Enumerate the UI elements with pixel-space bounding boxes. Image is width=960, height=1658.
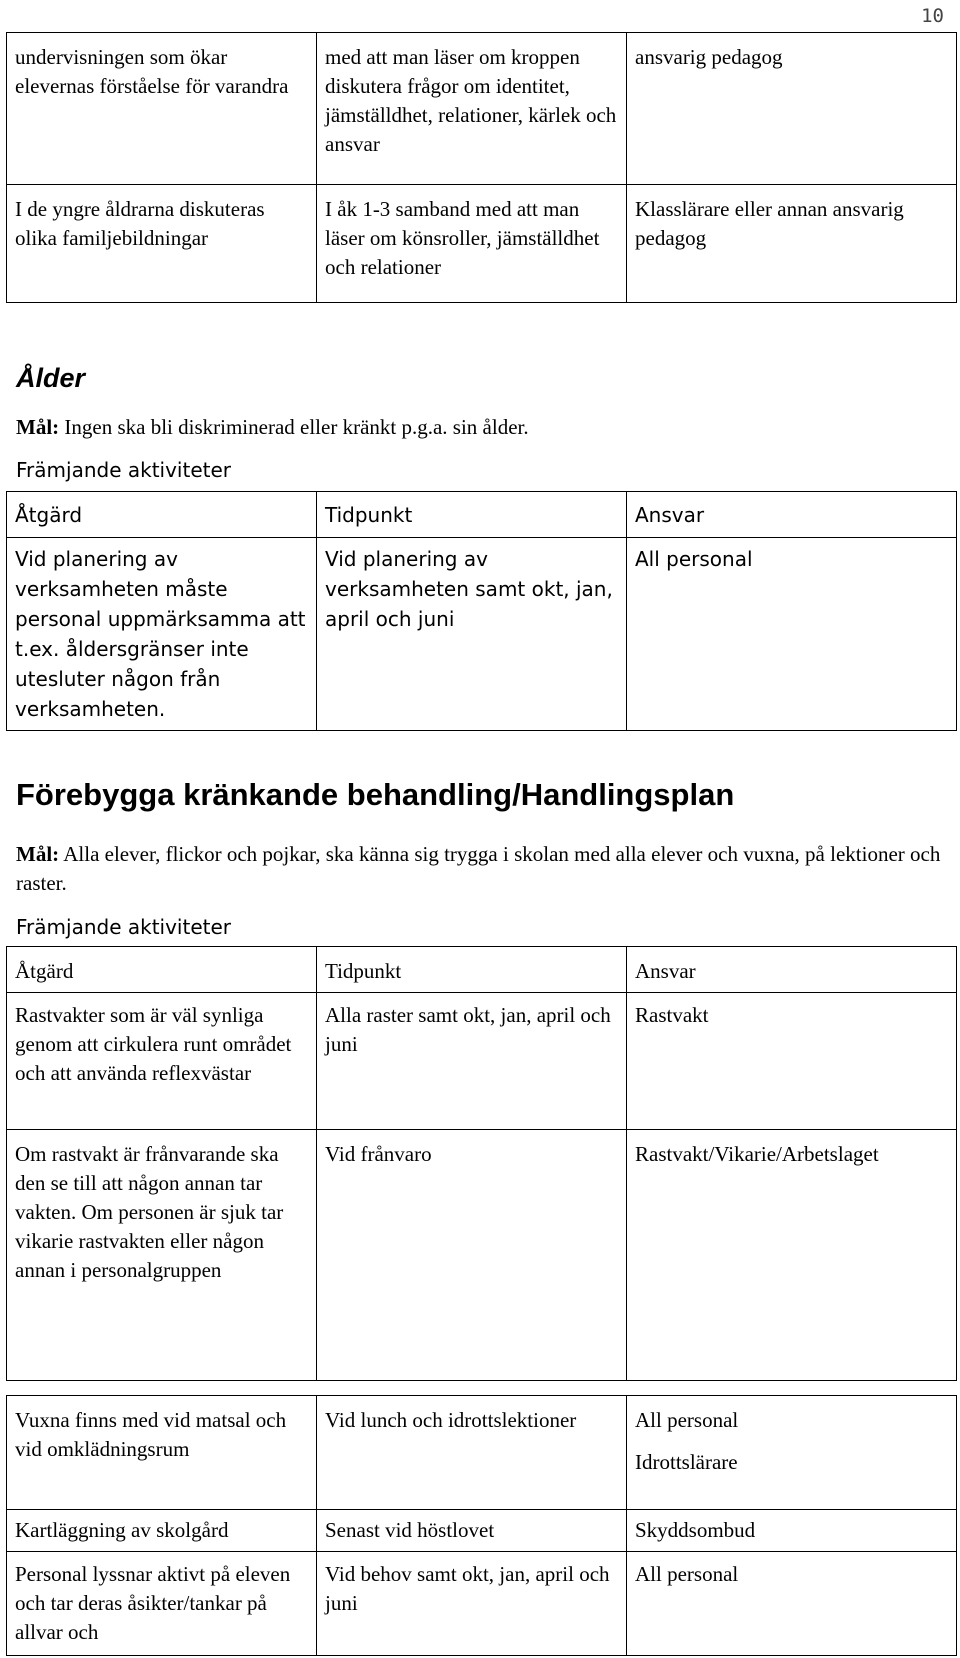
table-cell: Senast vid höstlovet bbox=[317, 1510, 627, 1552]
table-row bbox=[7, 1396, 957, 1510]
table-cell: med att man läser om kroppen diskutera frågor om identitet, jämställdhet, relationer, kärlek och ansvar bbox=[317, 33, 627, 185]
page-number: 10 bbox=[921, 5, 944, 27]
section-heading-age: Ålder bbox=[16, 363, 86, 393]
table-row bbox=[7, 1510, 957, 1552]
table-row bbox=[7, 185, 957, 303]
table-cell: Rastvakt/Vikarie/Arbetslaget bbox=[627, 1130, 957, 1381]
prevent-table-continued bbox=[6, 1395, 957, 1656]
table-cell: Vid behov samt okt, jan, april och juni bbox=[317, 1552, 627, 1656]
table-row bbox=[7, 33, 957, 185]
column-header: Ansvar bbox=[627, 947, 957, 993]
table-row bbox=[7, 993, 957, 1130]
table-cell: Klasslärare eller annan ansvarig pedagog bbox=[627, 185, 957, 303]
table-cell: ansvarig pedagog bbox=[627, 33, 957, 185]
table-cell: All personal bbox=[627, 1552, 957, 1656]
table-cell: I de yngre åldrarna diskuteras olika familjebildningar bbox=[7, 185, 317, 303]
table-cell: Kartläggning av skolgård bbox=[7, 1510, 317, 1552]
table-row bbox=[7, 1552, 957, 1656]
table-cell: Rastvakt bbox=[627, 993, 957, 1130]
responsible-line: All personal bbox=[635, 1408, 739, 1432]
table-cell: undervisningen som ökar elevernas förståelse för varandra bbox=[7, 33, 317, 185]
table-row bbox=[7, 1130, 957, 1381]
table-header-row bbox=[7, 947, 957, 993]
activities-label: Främjande aktiviteter bbox=[16, 458, 231, 482]
table-cell: Vid frånvaro bbox=[317, 1130, 627, 1381]
column-header: Tidpunkt bbox=[317, 492, 627, 538]
table-cell: Om rastvakt är frånvarande ska den se till att någon annan tar vakten. Om personen är sjuk tar vikarie rastvakten eller någon annan i personalgruppen bbox=[7, 1130, 317, 1381]
table-cell: Skyddsombud bbox=[627, 1510, 957, 1552]
prevent-table bbox=[6, 946, 957, 1381]
activities-label: Främjande aktiviteter bbox=[16, 915, 231, 939]
prevent-goal bbox=[16, 840, 946, 898]
column-header: Åtgärd bbox=[7, 947, 317, 993]
table-cell: Vid planering av verksamheten samt okt, jan, april och juni bbox=[317, 538, 627, 731]
table-cell: Personal lyssnar aktivt på eleven och tar deras åsikter/tankar på allvar och bbox=[7, 1552, 317, 1656]
section-heading-prevent: Förebygga kränkande behandling/Handlingsplan bbox=[16, 777, 735, 812]
goal-text: Alla elever, flickor och pojkar, ska känna sig trygga i skolan med alla elever och vuxna, på lektioner och raster. bbox=[16, 842, 941, 895]
age-goal bbox=[16, 413, 529, 442]
table-cell: All personal bbox=[627, 538, 957, 731]
table-cell: Alla raster samt okt, jan, april och juni bbox=[317, 993, 627, 1130]
table-row bbox=[7, 538, 957, 731]
column-header: Ansvar bbox=[627, 492, 957, 538]
goal-text: Ingen ska bli diskriminerad eller kränkt p.g.a. sin ålder. bbox=[59, 415, 529, 439]
table-cell: Vid lunch och idrottslektioner bbox=[317, 1396, 627, 1510]
column-header: Åtgärd bbox=[7, 492, 317, 538]
goal-label: Mål: bbox=[16, 415, 60, 439]
goal-label: Mål: bbox=[16, 842, 60, 866]
table-cell bbox=[627, 1396, 957, 1510]
table-header-row bbox=[7, 492, 957, 538]
column-header: Tidpunkt bbox=[317, 947, 627, 993]
top-table bbox=[6, 32, 957, 303]
responsible-line: Idrottslärare bbox=[635, 1450, 738, 1474]
age-table bbox=[6, 491, 957, 731]
table-cell: Vuxna finns med vid matsal och vid omklädningsrum bbox=[7, 1396, 317, 1510]
table-cell: Vid planering av verksamheten måste personal uppmärksamma att t.ex. åldersgränser inte utesluter någon från verksamheten. bbox=[7, 538, 317, 731]
table-cell: Rastvakter som är väl synliga genom att cirkulera runt området och att använda reflexvästar bbox=[7, 993, 317, 1130]
table-cell: I åk 1-3 samband med att man läser om könsroller, jämställdhet och relationer bbox=[317, 185, 627, 303]
